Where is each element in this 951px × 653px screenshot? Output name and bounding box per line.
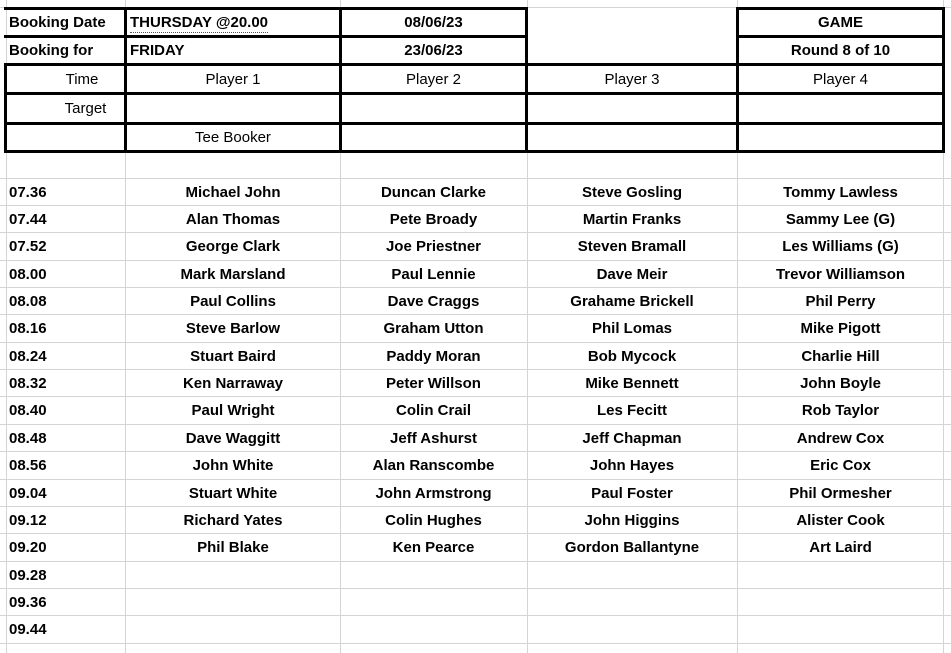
player1-cell[interactable]: Steve Barlow (185, 320, 281, 337)
booking-for-label[interactable]: Booking for (9, 42, 94, 59)
time-cell[interactable]: 08.40 (9, 402, 47, 419)
player2-cell[interactable]: Peter Willson (386, 375, 481, 392)
player2-cell[interactable]: Paul Lennie (391, 266, 476, 283)
player3-cell[interactable]: John Hayes (589, 457, 675, 474)
player1-cell[interactable]: Stuart Baird (190, 348, 276, 365)
time-cell[interactable]: 09.12 (9, 512, 47, 529)
player2-cell[interactable]: Dave Craggs (387, 293, 480, 310)
player4-cell[interactable]: Mike Pigott (800, 320, 881, 337)
grid-line (0, 643, 951, 644)
player1-cell[interactable]: John White (192, 457, 274, 474)
player1-cell[interactable]: Paul Collins (190, 293, 276, 310)
player2-cell[interactable]: Pete Broady (389, 211, 478, 228)
time-header[interactable]: Time (65, 71, 99, 88)
player4-cell[interactable] (739, 616, 942, 643)
player1-cell[interactable]: Stuart White (188, 485, 278, 502)
player2-cell[interactable]: Colin Crail (395, 402, 471, 419)
player3-cell[interactable]: John Higgins (584, 512, 680, 529)
player1-cell[interactable]: Ken Narraway (182, 375, 284, 392)
time-cell[interactable]: 07.52 (9, 238, 47, 255)
player4-cell[interactable]: Tommy Lawless (783, 184, 898, 201)
player4-cell[interactable]: Trevor Williamson (775, 266, 906, 283)
thick-border (942, 7, 945, 64)
player4-cell[interactable]: Sammy Lee (G) (785, 211, 896, 228)
player4-cell[interactable]: Eric Cox (810, 457, 871, 474)
player1-cell[interactable]: Paul Wright (191, 402, 275, 419)
player1-header[interactable]: Player 1 (205, 71, 261, 88)
player1-cell[interactable] (127, 562, 339, 589)
player4-header[interactable]: Player 4 (812, 71, 869, 88)
player4-cell[interactable]: Charlie Hill (801, 348, 880, 365)
player1-cell[interactable] (127, 616, 339, 643)
time-cell[interactable]: 08.32 (9, 375, 47, 392)
player3-cell[interactable] (528, 589, 736, 616)
player2-cell[interactable]: Joe Priestner (385, 238, 482, 255)
player4-cell[interactable]: Art Laird (809, 539, 872, 556)
player2-cell[interactable] (342, 562, 525, 589)
player3-header[interactable]: Player 3 (604, 71, 660, 88)
booking-date[interactable]: 08/06/23 (404, 14, 463, 31)
player1-cell[interactable] (127, 589, 339, 616)
player3-cell[interactable]: Mike Bennett (585, 375, 679, 392)
time-cell[interactable]: 08.08 (9, 293, 47, 310)
player3-cell[interactable]: Bob Mycock (587, 348, 677, 365)
player2-cell[interactable]: Jeff Ashurst (390, 430, 477, 447)
time-cell[interactable]: 07.36 (9, 184, 47, 201)
player3-cell[interactable]: Grahame Brickell (570, 293, 694, 310)
player4-cell[interactable]: Phil Perry (805, 293, 876, 310)
player1-cell[interactable]: Mark Marsland (180, 266, 286, 283)
player1-cell[interactable]: Phil Blake (197, 539, 269, 556)
time-cell[interactable]: 09.36 (9, 594, 47, 611)
player3-cell[interactable] (528, 616, 736, 643)
player3-cell[interactable]: Martin Franks (582, 211, 682, 228)
player3-cell[interactable]: Jeff Chapman (582, 430, 682, 447)
player4-cell[interactable]: Les Williams (G) (782, 238, 899, 255)
player3-cell[interactable]: Phil Lomas (591, 320, 673, 337)
player4-cell[interactable] (739, 562, 942, 589)
player2-cell[interactable]: Duncan Clarke (380, 184, 487, 201)
player3-cell[interactable]: Steven Bramall (577, 238, 687, 255)
thick-border (942, 63, 945, 153)
target-label[interactable]: Target (64, 100, 107, 117)
player1-cell[interactable]: Alan Thomas (185, 211, 281, 228)
time-cell[interactable]: 09.04 (9, 485, 47, 502)
player1-cell[interactable]: Dave Waggitt (185, 430, 281, 447)
player3-cell[interactable]: Dave Meir (596, 266, 668, 283)
booking-date-label[interactable]: Booking Date (9, 14, 106, 31)
booking-for-value[interactable]: FRIDAY (130, 42, 185, 59)
player3-cell[interactable]: Steve Gosling (581, 184, 683, 201)
player3-cell[interactable]: Paul Foster (591, 485, 673, 502)
player1-cell[interactable]: George Clark (185, 238, 281, 255)
time-cell[interactable]: 08.16 (9, 320, 47, 337)
booking-date-value-text: THURSDAY @20.00 (130, 14, 269, 31)
header-row1-empty[interactable] (528, 9, 736, 36)
game-label[interactable]: GAME (818, 14, 863, 31)
time-cell[interactable]: 09.28 (9, 567, 47, 584)
player2-cell[interactable] (342, 616, 525, 643)
player4-cell[interactable] (739, 589, 942, 616)
player4-cell[interactable]: Phil Ormesher (789, 485, 892, 502)
time-cell[interactable]: 09.44 (9, 621, 47, 638)
player2-cell[interactable]: Ken Pearce (392, 539, 475, 556)
tee-booker-label[interactable]: Tee Booker (195, 129, 271, 146)
round-label[interactable]: Round 8 of 10 (790, 42, 891, 59)
player2-cell[interactable]: Colin Hughes (385, 512, 482, 529)
player4-cell[interactable]: Andrew Cox (796, 430, 885, 447)
player4-cell[interactable]: John Boyle (800, 375, 881, 392)
header-row2-empty[interactable] (528, 37, 736, 64)
player3-cell[interactable]: Les Fecitt (596, 402, 668, 419)
booking-date-value[interactable] (127, 9, 339, 36)
player4-cell[interactable]: Alister Cook (796, 512, 885, 529)
player1-cell[interactable]: Michael John (185, 184, 281, 201)
time-cell[interactable]: 09.20 (9, 539, 47, 556)
player4-cell[interactable]: Rob Taylor (801, 402, 880, 419)
player2-header[interactable]: Player 2 (405, 71, 462, 88)
booking-for-date[interactable]: 23/06/23 (404, 42, 463, 59)
player1-cell[interactable]: Richard Yates (183, 512, 283, 529)
time-cell[interactable]: 08.48 (9, 430, 47, 447)
time-cell[interactable]: 08.56 (9, 457, 47, 474)
time-cell[interactable]: 07.44 (9, 211, 47, 228)
player2-cell[interactable] (342, 589, 525, 616)
player2-cell[interactable]: Alan Ranscombe (372, 457, 495, 474)
time-cell[interactable]: 08.00 (9, 266, 47, 283)
player2-cell[interactable]: Paddy Moran (386, 348, 481, 365)
player2-cell[interactable]: John Armstrong (375, 485, 492, 502)
player3-cell[interactable]: Gordon Ballantyne (564, 539, 700, 556)
time-cell[interactable]: 08.24 (9, 348, 47, 365)
player2-cell[interactable]: Graham Utton (383, 320, 484, 337)
player3-cell[interactable] (528, 562, 736, 589)
